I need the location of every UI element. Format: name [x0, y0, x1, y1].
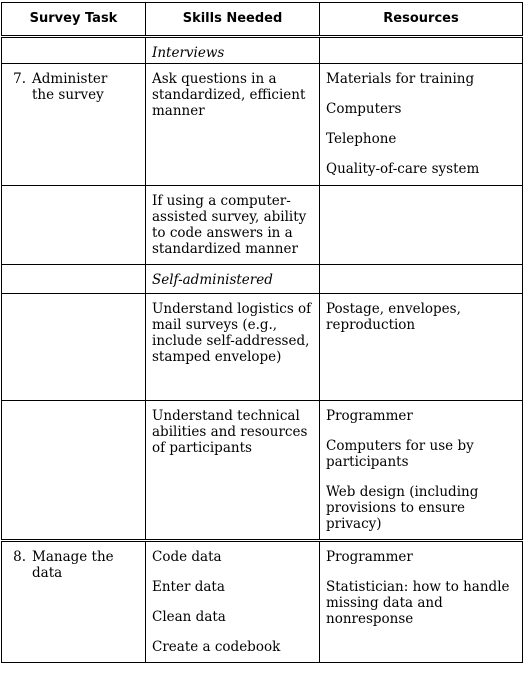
skill-item: Understand technical abilities and resources of participants — [152, 408, 308, 456]
survey-tasks-table — [1, 2, 523, 663]
task-cell — [2, 186, 146, 265]
skill-item: Create a codebook — [152, 639, 281, 655]
resources-cell — [320, 37, 523, 64]
resources-cell — [320, 401, 523, 541]
skills-cell — [146, 37, 320, 64]
table-row — [2, 64, 523, 186]
header-resources: Resources — [320, 3, 523, 37]
skills-cell — [146, 64, 320, 186]
table-row — [2, 294, 523, 401]
table-row — [2, 265, 523, 294]
resource-item: Programmer — [326, 408, 413, 424]
resources-cell — [320, 265, 523, 294]
subsection-label: Self-administered — [152, 272, 273, 288]
resources-cell — [320, 541, 523, 663]
skill-item: Code data — [152, 549, 222, 565]
resource-item: Web design (including provisions to ensure privacy) — [326, 484, 479, 532]
resource-item: Programmer — [326, 549, 413, 565]
resource-item: Materials for training — [326, 71, 475, 87]
task-number: 7. — [13, 71, 26, 87]
task-number: 8. — [13, 549, 26, 565]
resource-item: Computers — [326, 101, 402, 117]
resources-cell — [320, 186, 523, 265]
skill-item: If using a computer-assisted survey, ability to code answers in a standardized manner — [152, 193, 307, 257]
resource-item: Statistician: how to handle missing data and nonresponse — [326, 579, 510, 627]
skills-cell — [146, 401, 320, 541]
resource-item: Quality-of-care system — [326, 161, 480, 177]
skills-cell — [146, 265, 320, 294]
resources-cell — [320, 64, 523, 186]
table-row — [2, 541, 523, 663]
table-row — [2, 186, 523, 265]
task-cell — [2, 294, 146, 401]
resource-item: Postage, envelopes, reproduction — [326, 301, 461, 333]
skills-cell — [146, 294, 320, 401]
skill-item: Ask questions in a standardized, efficient manner — [152, 71, 306, 119]
task-text: Manage the data — [32, 549, 114, 581]
task-cell — [2, 265, 146, 294]
task-text: Administer the survey — [32, 71, 108, 103]
task-cell — [2, 37, 146, 64]
table-row — [2, 401, 523, 541]
header-row — [2, 3, 523, 37]
task-cell — [2, 401, 146, 541]
subsection-label: Interviews — [152, 45, 225, 61]
header-survey-task: Survey Task — [2, 3, 146, 37]
skill-item: Understand logistics of mail surveys (e.g., include self-addressed, stamped envelope) — [152, 301, 312, 365]
skill-item: Enter data — [152, 579, 225, 595]
skills-cell — [146, 541, 320, 663]
resource-item: Telephone — [326, 131, 397, 147]
task-cell — [2, 64, 146, 186]
skill-item: Clean data — [152, 609, 226, 625]
table-row — [2, 37, 523, 64]
task-cell — [2, 541, 146, 663]
resource-item: Computers for use by participants — [326, 438, 474, 470]
resources-cell — [320, 294, 523, 401]
header-skills-needed: Skills Needed — [146, 3, 320, 37]
skills-cell — [146, 186, 320, 265]
